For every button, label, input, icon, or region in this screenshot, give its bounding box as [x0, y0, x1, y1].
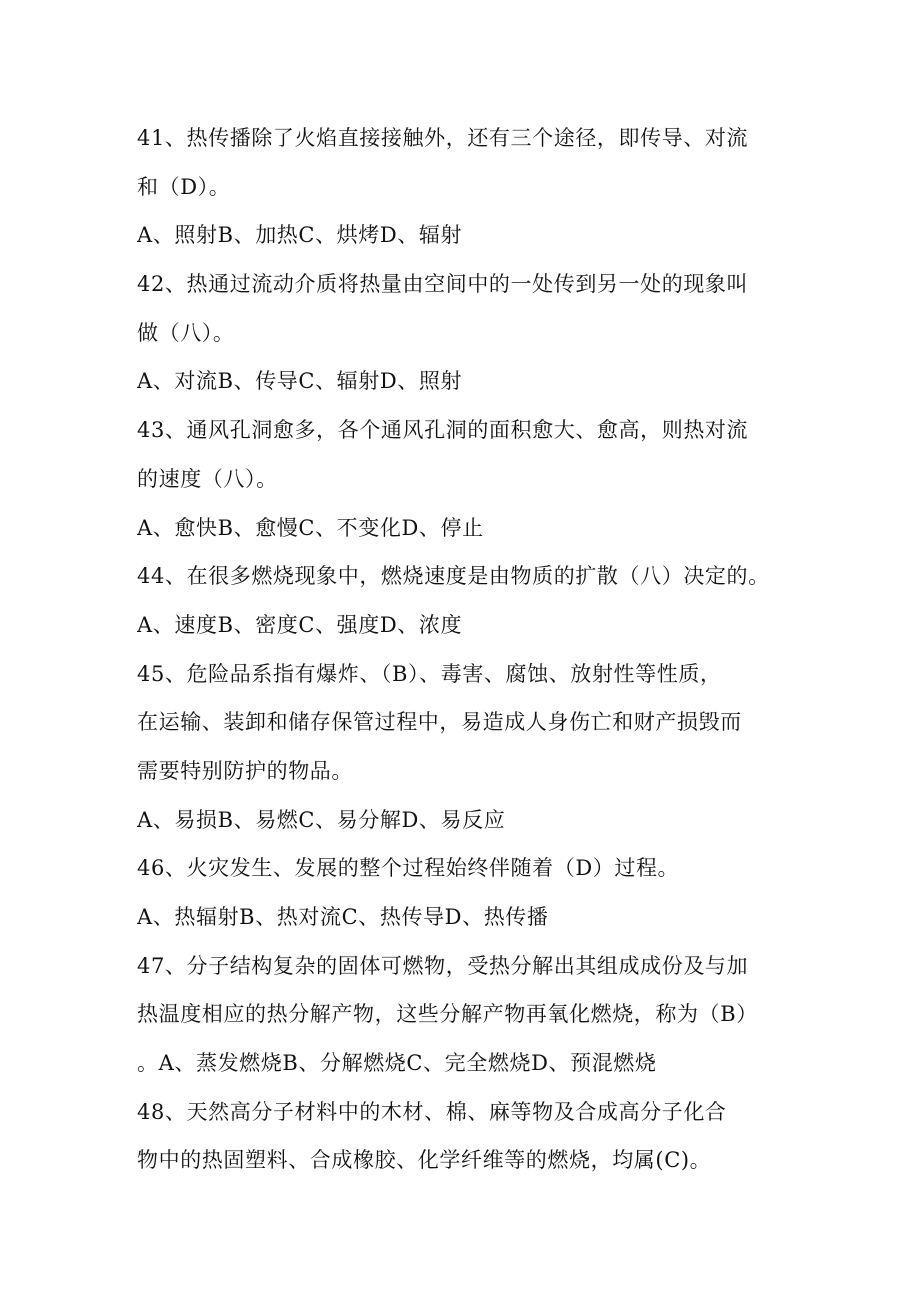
q46-line-1: 46、火灾发生、发展的整个过程始终伴随着（D）过程。	[137, 856, 680, 881]
q43-options: A、愈快B、愈慢C、不变化D、停止	[137, 515, 484, 540]
q44-line-1: 44、在很多燃烧现象中，燃烧速度是由物质的扩散（八）决定的。	[137, 564, 770, 589]
q45-line-3: 需要特别防护的物品。	[137, 758, 353, 783]
q43-line-1: 43、通风孔洞愈多，各个通风孔洞的面积愈大、愈高，则热对流	[137, 418, 749, 443]
q47-line-1: 47、分子结构复杂的固体可燃物，受热分解出其组成成份及与加	[137, 953, 749, 978]
q43-line-2: 的速度（八）。	[137, 466, 278, 491]
q41-line-2: 和（D）。	[137, 174, 231, 199]
q44-options: A、速度B、密度C、强度D、浓度	[137, 612, 463, 637]
q42-options: A、对流B、传导C、辐射D、照射	[137, 369, 463, 394]
q41-line-1: 41、热传播除了火焰直接接触外，还有三个途径，即传导、对流	[137, 126, 749, 150]
q46-options: A、热辐射B、热对流C、热传导D、热传播	[137, 905, 549, 929]
q47-options: 。A、蒸发燃烧B、分解燃烧C、完全燃烧D、预混燃烧	[137, 1051, 657, 1076]
q45-line-1: 45、危险品系指有爆炸、（B）、毒害、腐蚀、放射性等性质，	[137, 661, 722, 686]
q47-line-2: 热温度相应的热分解产物，这些分解产物再氧化燃烧，称为（B）	[137, 1002, 758, 1027]
q48-line-1: 48、天然高分子材料中的木材、棉、麻等物及合成高分子化合	[137, 1099, 727, 1124]
q48-line-2: 物中的热固塑料、合成橡胶、化学纤维等的燃烧，均属(C)。	[137, 1148, 712, 1173]
q45-options: A、易损B、易燃C、易分解D、易反应	[137, 807, 506, 832]
q41-options: A、照射B、加热C、烘烤D、辐射	[137, 223, 463, 248]
q45-line-2: 在运输、装卸和储存保管过程中，易造成人身伤亡和财产损毁而	[137, 710, 742, 735]
q42-line-1: 42、热通过流动介质将热量由空间中的一处传到另一处的现象叫	[137, 272, 749, 297]
q42-line-2: 做（八）。	[137, 320, 235, 345]
